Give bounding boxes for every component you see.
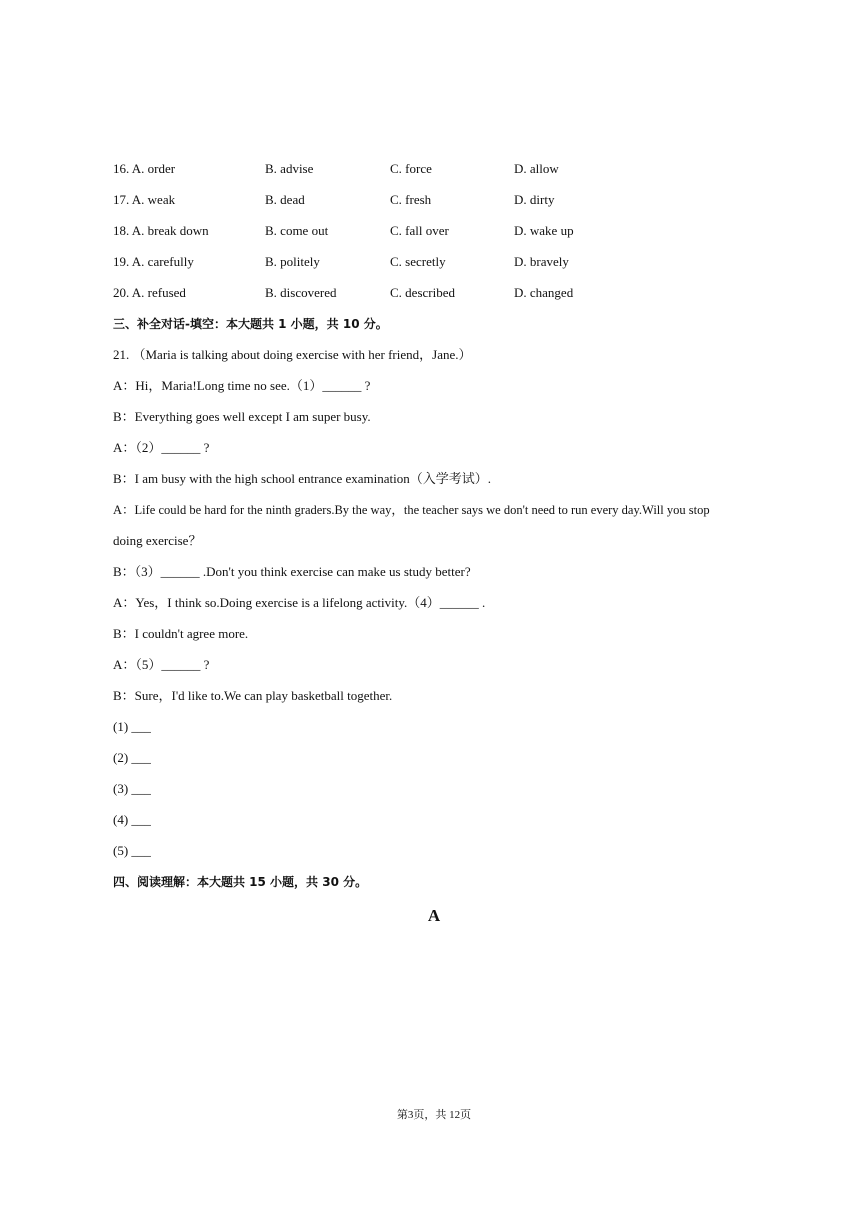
dialogue-line: B：I am busy with the high school entrance examination（入学考试）.: [113, 471, 492, 486]
answer-blank-5: (5) ___: [113, 843, 151, 858]
answer-blank-4: (4) ___: [113, 812, 151, 827]
dialogue-line: A：Life could be hard for the ninth graders.By the way，the teacher says we don't need to run every day.Will you stop: [113, 503, 710, 517]
option-d: D. wake up: [514, 223, 574, 238]
dialogue-line: A：Yes，I think so.Doing exercise is a lifelong activity.（4）______ .: [113, 595, 486, 610]
answer-blank-1: (1) ___: [113, 719, 151, 734]
option-b: B. dead: [265, 192, 305, 207]
dialogue-intro: 21. （Maria is talking about doing exercise with her friend，Jane.）: [113, 347, 472, 362]
dialogue-line: B：Sure，I'd like to.We can play basketball together.: [113, 688, 393, 703]
option-b: B. politely: [265, 254, 320, 269]
question-19-options: [113, 252, 753, 272]
option-b: B. come out: [265, 223, 329, 238]
question-17-options: [113, 190, 753, 210]
option-b: B. advise: [265, 161, 314, 176]
option-d: D. allow: [514, 161, 559, 176]
dialogue-line: B：I couldn't agree more.: [113, 626, 249, 641]
answer-blank-2: (2) ___: [113, 750, 151, 765]
option-c: C. described: [390, 285, 455, 300]
option-d: D. changed: [514, 285, 574, 300]
question-20-options: [113, 283, 753, 303]
option-a: 18. A. break down: [113, 223, 209, 238]
option-c: C. force: [390, 161, 432, 176]
dialogue-line: A：（5）______ ?: [113, 657, 210, 672]
option-c: C. secretly: [390, 254, 446, 269]
option-c: C. fresh: [390, 192, 432, 207]
section-4-heading: 四、阅读理解：本大题共 15 小题，共 30 分。: [113, 875, 368, 889]
option-d: D. dirty: [514, 192, 555, 207]
passage-a-title: A: [427, 906, 441, 925]
dialogue-line: B：Everything goes well except I am super busy.: [113, 409, 371, 424]
option-a: 20. A. refused: [113, 285, 186, 300]
dialogue-line: A：（2）______ ?: [113, 440, 210, 455]
option-c: C. fall over: [390, 223, 449, 238]
section-3-heading: 三、补全对话-填空：本大题共 1 小题，共 10 分。: [113, 317, 388, 331]
option-a: 17. A. weak: [113, 192, 176, 207]
option-b: B. discovered: [265, 285, 337, 300]
dialogue-line: B：（3）______ .Don't you think exercise can make us study better?: [113, 564, 471, 579]
option-a: 19. A. carefully: [113, 254, 194, 269]
page-footer: 第3页，共 12页: [396, 1109, 472, 1121]
answer-blank-3: (3) ___: [113, 781, 151, 796]
option-a: 16. A. order: [113, 161, 176, 176]
question-16-options: [113, 159, 753, 179]
dialogue-line: A：Hi，Maria!Long time no see.（1）______ ?: [113, 378, 371, 393]
question-18-options: [113, 221, 753, 241]
dialogue-line: doing exercise？: [113, 533, 202, 548]
option-d: D. bravely: [514, 254, 569, 269]
